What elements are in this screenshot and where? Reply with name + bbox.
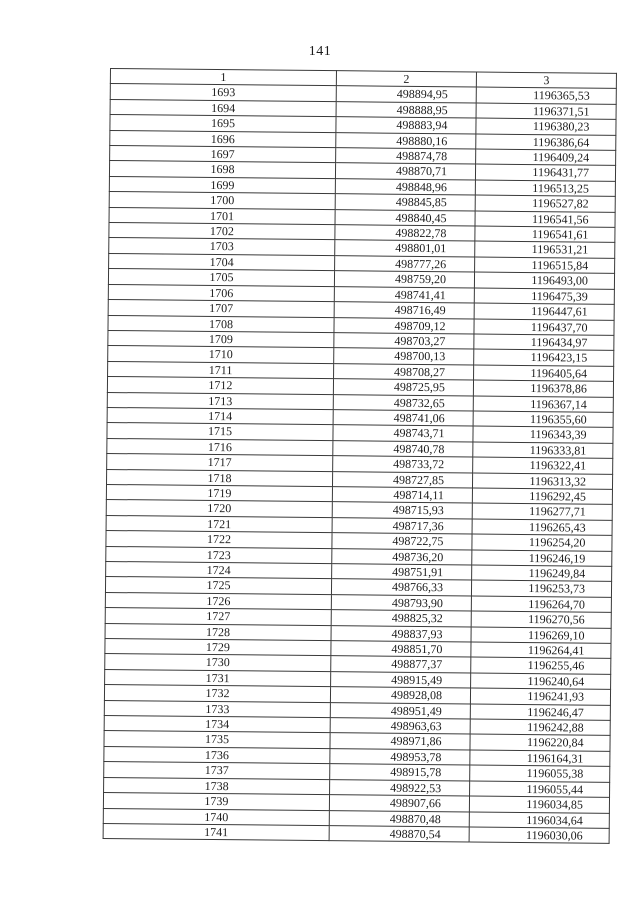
x-coordinate-cell: 498870,54 [329,826,469,843]
y-coordinate-cell: 1196333,81 [473,442,613,459]
x-coordinate-cell: 498888,95 [336,101,476,118]
point-number-cell: 1732 [104,685,330,703]
point-number-cell: 1694 [110,99,336,117]
point-number-cell: 1713 [107,392,333,410]
x-coordinate-cell: 498870,71 [335,163,475,180]
x-coordinate-cell: 498840,45 [335,209,475,226]
x-coordinate-cell: 498736,20 [332,548,472,565]
y-coordinate-cell: 1196355,60 [473,411,613,428]
point-number-cell: 1735 [104,731,330,749]
y-coordinate-cell: 1196386,64 [476,134,616,151]
y-coordinate-cell: 1196527,82 [475,195,615,212]
y-coordinate-cell: 1196240,64 [471,673,611,690]
x-coordinate-cell: 498915,49 [331,671,471,688]
y-coordinate-cell: 1196434,97 [474,334,614,351]
point-number-cell: 1728 [105,623,331,641]
x-coordinate-cell: 498793,90 [331,594,471,611]
x-coordinate-cell: 498845,85 [335,194,475,211]
x-coordinate-cell: 498709,12 [334,317,474,334]
x-coordinate-cell: 498870,48 [329,810,469,827]
point-number-cell: 1724 [106,561,332,579]
y-coordinate-cell: 1196264,41 [471,642,611,659]
point-number-cell: 1699 [109,176,335,194]
x-coordinate-cell: 498851,70 [331,641,471,658]
point-number-cell: 1710 [108,346,334,364]
point-number-cell: 1719 [106,484,332,502]
point-number-cell: 1736 [104,746,330,764]
y-coordinate-cell: 1196515,84 [475,257,615,274]
y-coordinate-cell: 1196242,88 [470,719,610,736]
point-number-cell: 1701 [109,207,335,225]
y-coordinate-cell: 1196270,56 [471,611,611,628]
point-number-cell: 1729 [105,639,331,657]
point-number-cell: 1737 [104,762,330,780]
y-coordinate-cell: 1196265,43 [472,519,612,536]
x-coordinate-cell: 498715,93 [332,502,472,519]
y-coordinate-cell: 1196246,19 [472,550,612,567]
y-coordinate-cell: 1196246,47 [470,704,610,721]
y-coordinate-cell: 1196055,38 [470,765,610,782]
point-number-cell: 1709 [108,330,334,348]
x-coordinate-cell: 498971,86 [330,733,470,750]
point-number-cell: 1734 [104,716,330,734]
point-number-cell: 1723 [106,546,332,564]
y-coordinate-cell: 1196380,23 [476,118,616,135]
x-coordinate-cell: 498725,95 [333,379,473,396]
y-coordinate-cell: 1196343,39 [473,426,613,443]
y-coordinate-cell: 1196292,45 [472,488,612,505]
coordinates-table-container [103,68,616,844]
point-number-cell: 1715 [107,423,333,441]
x-coordinate-cell: 498727,85 [332,471,472,488]
point-number-cell: 1696 [110,130,336,148]
y-coordinate-cell: 1196423,15 [474,349,614,366]
y-coordinate-cell: 1196254,20 [472,534,612,551]
point-number-cell: 1704 [109,253,335,271]
x-coordinate-cell: 498874,78 [336,148,476,165]
y-coordinate-cell: 1196220,84 [470,734,610,751]
y-coordinate-cell: 1196475,39 [474,288,614,305]
x-coordinate-cell: 498777,26 [335,256,475,273]
y-coordinate-cell: 1196409,24 [476,149,616,166]
point-number-cell: 1705 [108,269,334,287]
x-coordinate-cell: 498877,37 [331,656,471,673]
y-coordinate-cell: 1196447,61 [474,303,614,320]
point-number-cell: 1693 [110,84,336,102]
y-coordinate-cell: 1196493,00 [474,272,614,289]
x-coordinate-cell: 498825,32 [331,610,471,627]
point-number-cell: 1707 [108,300,334,318]
point-number-cell: 1740 [103,808,329,826]
x-coordinate-cell: 498951,49 [330,702,470,719]
point-number-cell: 1739 [103,793,329,811]
x-coordinate-cell: 498722,75 [332,533,472,550]
x-coordinate-cell: 498922,53 [330,779,470,796]
column-header-1: 1 [110,69,336,87]
x-coordinate-cell: 498766,33 [331,579,471,596]
column-header-3: 3 [476,72,616,89]
point-number-cell: 1711 [108,361,334,379]
y-coordinate-cell: 1196034,85 [469,796,609,813]
column-header-2: 2 [336,71,476,88]
point-number-cell: 1712 [107,377,333,395]
x-coordinate-cell: 498894,95 [336,86,476,103]
x-coordinate-cell: 498751,91 [332,564,472,581]
y-coordinate-cell: 1196264,70 [471,596,611,613]
page-number: 141 [308,44,332,59]
x-coordinate-cell: 498732,65 [333,394,473,411]
y-coordinate-cell: 1196269,10 [471,627,611,644]
x-coordinate-cell: 498759,20 [334,271,474,288]
x-coordinate-cell: 498703,27 [334,333,474,350]
point-number-cell: 1697 [110,146,336,164]
x-coordinate-cell: 498953,78 [330,749,470,766]
y-coordinate-cell: 1196249,84 [472,565,612,582]
table-body [103,84,616,844]
y-coordinate-cell: 1196378,86 [473,380,613,397]
y-coordinate-cell: 1196030,06 [469,827,609,844]
point-number-cell: 1700 [109,192,335,210]
y-coordinate-cell: 1196541,61 [475,226,615,243]
x-coordinate-cell: 498714,11 [332,487,472,504]
x-coordinate-cell: 498733,72 [333,456,473,473]
point-number-cell: 1703 [109,238,335,256]
x-coordinate-cell: 498740,78 [333,440,473,457]
x-coordinate-cell: 498848,96 [335,179,475,196]
y-coordinate-cell: 1196034,64 [469,811,609,828]
point-number-cell: 1726 [105,592,331,610]
x-coordinate-cell: 498700,13 [334,348,474,365]
x-coordinate-cell: 498822,78 [335,225,475,242]
y-coordinate-cell: 1196313,32 [472,473,612,490]
point-number-cell: 1721 [106,515,332,533]
y-coordinate-cell: 1196371,51 [476,103,616,120]
y-coordinate-cell: 1196531,21 [475,241,615,258]
point-number-cell: 1741 [103,823,329,841]
y-coordinate-cell: 1196431,77 [475,164,615,181]
point-number-cell: 1725 [105,577,331,595]
x-coordinate-cell: 498716,49 [334,302,474,319]
point-number-cell: 1733 [104,700,330,718]
y-coordinate-cell: 1196541,56 [475,211,615,228]
point-number-cell: 1727 [105,608,331,626]
x-coordinate-cell: 498741,06 [333,410,473,427]
x-coordinate-cell: 498880,16 [336,132,476,149]
point-number-cell: 1716 [107,438,333,456]
point-number-cell: 1706 [108,284,334,302]
point-number-cell: 1722 [106,531,332,549]
x-coordinate-cell: 498743,71 [333,425,473,442]
y-coordinate-cell: 1196365,53 [476,87,616,104]
x-coordinate-cell: 498717,36 [332,517,472,534]
y-coordinate-cell: 1196241,93 [470,688,610,705]
x-coordinate-cell: 498801,01 [335,240,475,257]
x-coordinate-cell: 498928,08 [330,687,470,704]
y-coordinate-cell: 1196255,46 [471,657,611,674]
point-number-cell: 1731 [105,669,331,687]
point-number-cell: 1717 [107,454,333,472]
y-coordinate-cell: 1196164,31 [470,750,610,767]
x-coordinate-cell: 498883,94 [336,117,476,134]
y-coordinate-cell: 1196437,70 [474,319,614,336]
y-coordinate-cell: 1196277,71 [472,503,612,520]
x-coordinate-cell: 498708,27 [334,363,474,380]
y-coordinate-cell: 1196322,41 [473,457,613,474]
point-number-cell: 1730 [105,654,331,672]
point-number-cell: 1708 [108,315,334,333]
x-coordinate-cell: 498915,78 [330,764,470,781]
x-coordinate-cell: 498963,63 [330,718,470,735]
x-coordinate-cell: 498741,41 [334,286,474,303]
y-coordinate-cell: 1196405,64 [474,365,614,382]
y-coordinate-cell: 1196253,73 [471,580,611,597]
coordinates-table [103,68,617,844]
point-number-cell: 1738 [104,777,330,795]
y-coordinate-cell: 1196513,25 [475,180,615,197]
x-coordinate-cell: 498907,66 [329,795,469,812]
point-number-cell: 1695 [110,115,336,133]
point-number-cell: 1718 [107,469,333,487]
y-coordinate-cell: 1196367,14 [473,396,613,413]
point-number-cell: 1714 [107,407,333,425]
point-number-cell: 1702 [109,223,335,241]
point-number-cell: 1698 [109,161,335,179]
x-coordinate-cell: 498837,93 [331,625,471,642]
y-coordinate-cell: 1196055,44 [470,781,610,798]
point-number-cell: 1720 [106,500,332,518]
